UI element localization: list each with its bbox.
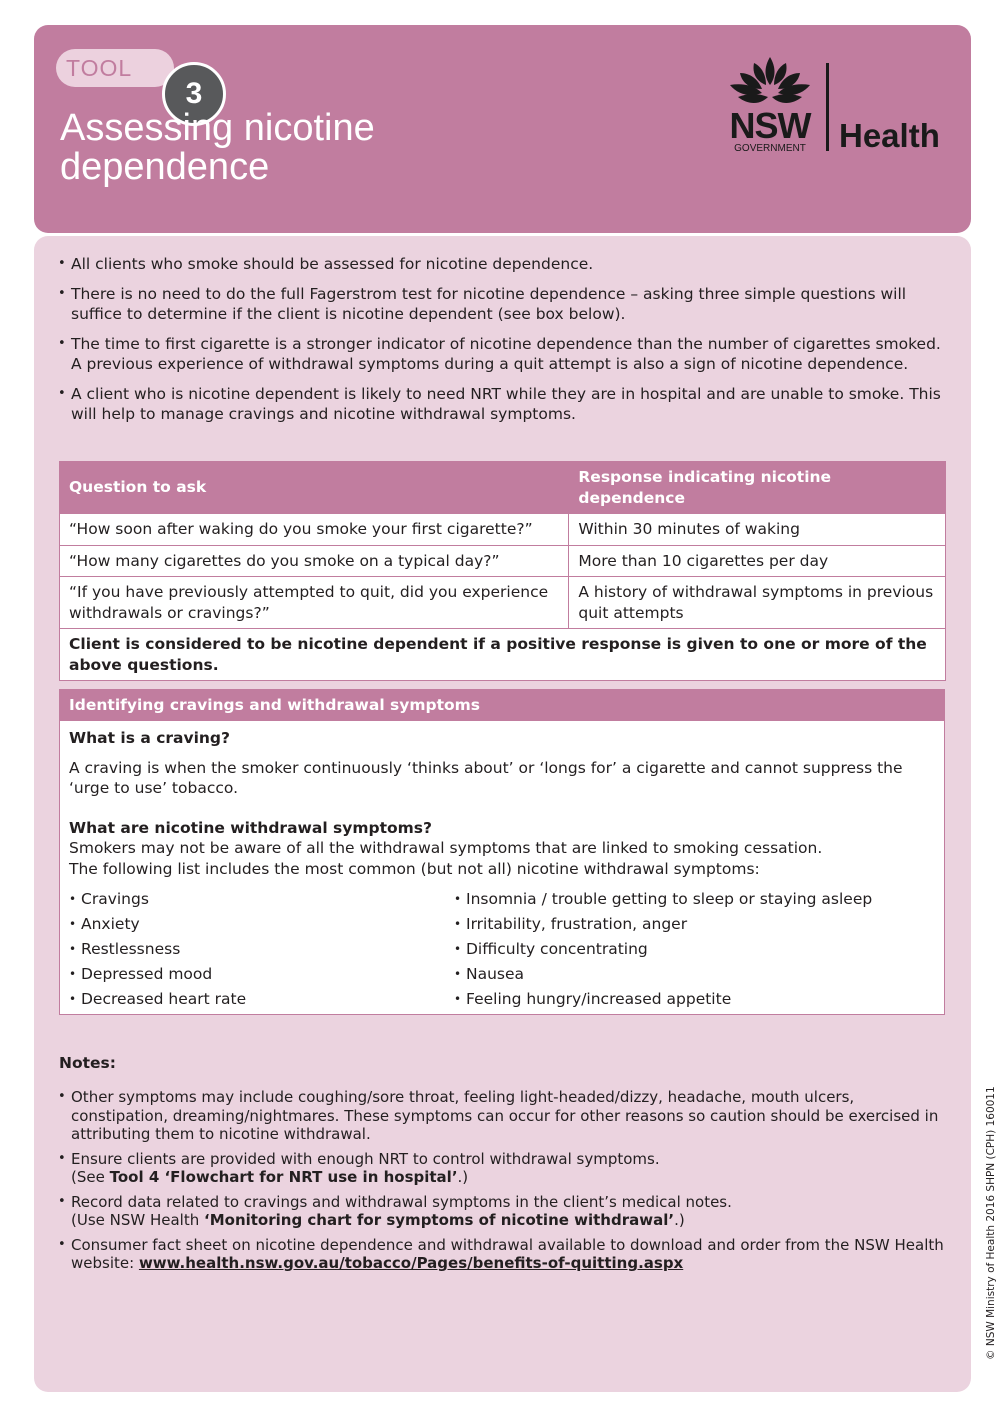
list-item: • Anxiety <box>69 912 246 937</box>
note-chart-ref: ‘Monitoring chart for symptoms of nicotine withdrawal’ <box>204 1211 675 1229</box>
symptom-list-left <box>69 887 246 1012</box>
logo-health: Health <box>839 117 940 154</box>
response-cell: Within 30 minutes of waking <box>569 514 946 546</box>
tool-number: 3 <box>162 62 226 126</box>
list-item: • Feeling hungry/increased appetite <box>454 987 872 1012</box>
tool-badge <box>56 49 203 110</box>
note-tool-ref: Tool 4 ‘Flowchart for NRT use in hospital’ <box>109 1168 458 1186</box>
intro-list <box>58 254 943 434</box>
tool-label: TOOL <box>66 55 133 81</box>
response-cell: A history of withdrawal symptoms in previous quit attempts <box>569 577 946 629</box>
cravings-box <box>59 689 945 1015</box>
note-use: (Use NSW Health <box>71 1211 205 1229</box>
note-close: .) <box>674 1211 685 1229</box>
col-header-question: Question to ask <box>60 462 569 514</box>
list-item <box>58 1236 948 1273</box>
list-item: • Cravings <box>69 887 246 912</box>
list-item: • Decreased heart rate <box>69 987 246 1012</box>
list-item: • All clients who smoke should be assessed for nicotine dependence. <box>58 254 943 275</box>
question-cell: “If you have previously attempted to quit, did you experience withdrawals or cravings?” <box>60 577 569 629</box>
table-row <box>60 514 946 546</box>
note-text: Consumer fact sheet on nicotine dependence and withdrawal available to download and order from the NSW Health website: <box>71 1235 944 1272</box>
list-item: • Restlessness <box>69 937 246 962</box>
withdrawal-answer-2: The following list includes the most common (but not all) nicotine withdrawal symptoms: <box>69 859 760 878</box>
list-item <box>58 1088 948 1144</box>
copyright-side-text: © NSW Ministry of Health 2016 SHPN (CPH) 160011 <box>985 1086 997 1360</box>
table-header-row <box>60 462 946 514</box>
response-cell: More than 10 cigarettes per day <box>569 545 946 577</box>
withdrawal-question: What are nicotine withdrawal symptoms? <box>69 818 433 837</box>
list-item: • Nausea <box>454 962 872 987</box>
question-cell: “How many cigarettes do you smoke on a typical day?” <box>60 545 569 577</box>
list-item: • There is no need to do the full Fagerstrom test for nicotine dependence – asking three simple questions will suffice to determine if the client is nicotine dependent (see box below). <box>58 284 943 325</box>
page-title: Assessing nicotine dependence <box>60 107 375 188</box>
list-item <box>58 1193 948 1230</box>
list-item: • A client who is nicotine dependent is likely to need NRT while they are in hospital and are unable to smoke. This will help to manage cravings and nicotine withdrawal symptoms. <box>58 384 943 425</box>
symptom-columns <box>69 887 935 1017</box>
nsw-health-logo <box>724 55 954 185</box>
table-row <box>60 577 946 629</box>
note-see: (See <box>71 1168 110 1186</box>
logo-government: GOVERNMENT <box>734 143 806 154</box>
logo-divider <box>826 63 829 151</box>
dependence-question-table <box>59 461 946 681</box>
header-banner <box>34 25 971 233</box>
craving-question: What is a craving? <box>69 729 231 747</box>
content-panel <box>34 236 971 1392</box>
notes-title: Notes: <box>59 1054 116 1072</box>
health-website-link[interactable]: www.health.nsw.gov.au/tobacco/Pages/benefits-of-quitting.aspx <box>138 1254 684 1272</box>
craving-answer: A craving is when the smoker continuously ‘thinks about’ or ‘longs for’ a cigarette and cannot suppress the ‘urge to use’ tobacco. <box>69 758 903 797</box>
list-item <box>58 1150 948 1187</box>
note-text: Record data related to cravings and withdrawal symptoms in the client’s medical notes. <box>71 1192 732 1211</box>
note-close: .) <box>457 1168 469 1186</box>
notes-list <box>58 1088 948 1279</box>
waratah-icon <box>724 55 816 107</box>
table-summary-row <box>60 629 946 681</box>
note-text: Other symptoms may include coughing/sore throat, feeling light-headed/dizzy, headache, mouth ulcers, constipation, dreaming/nightmares. These symptoms can occur for other reasons so caution should be exercised in attributing them to nicotine withdrawal. <box>71 1088 939 1143</box>
logo-nsw: NSW <box>729 105 811 146</box>
note-text: Ensure clients are provided with enough NRT to control withdrawal symptoms. <box>71 1149 660 1168</box>
list-item: • The time to first cigarette is a stronger indicator of nicotine dependence than the number of cigarettes smoked. A previous experience of withdrawal symptoms during a quit attempt is also a sign of nicotine dependence. <box>58 334 943 375</box>
summary-cell: Client is considered to be nicotine dependent if a positive response is given to one or more of the above questions. <box>60 629 946 681</box>
question-cell: “How soon after waking do you smoke your first cigarette?” <box>60 514 569 546</box>
list-item: • Insomnia / trouble getting to sleep or staying asleep <box>454 887 872 912</box>
list-item: • Difficulty concentrating <box>454 937 872 962</box>
list-item: • Depressed mood <box>69 962 246 987</box>
col-header-response: Response indicating nicotine dependence <box>569 462 946 514</box>
symptom-list-right <box>454 887 872 1012</box>
table-row <box>60 545 946 577</box>
withdrawal-answer-1: Smokers may not be aware of all the withdrawal symptoms that are linked to smoking cessation. <box>69 839 823 857</box>
cravings-box-heading: Identifying cravings and withdrawal symptoms <box>60 690 944 721</box>
list-item: • Irritability, frustration, anger <box>454 912 872 937</box>
